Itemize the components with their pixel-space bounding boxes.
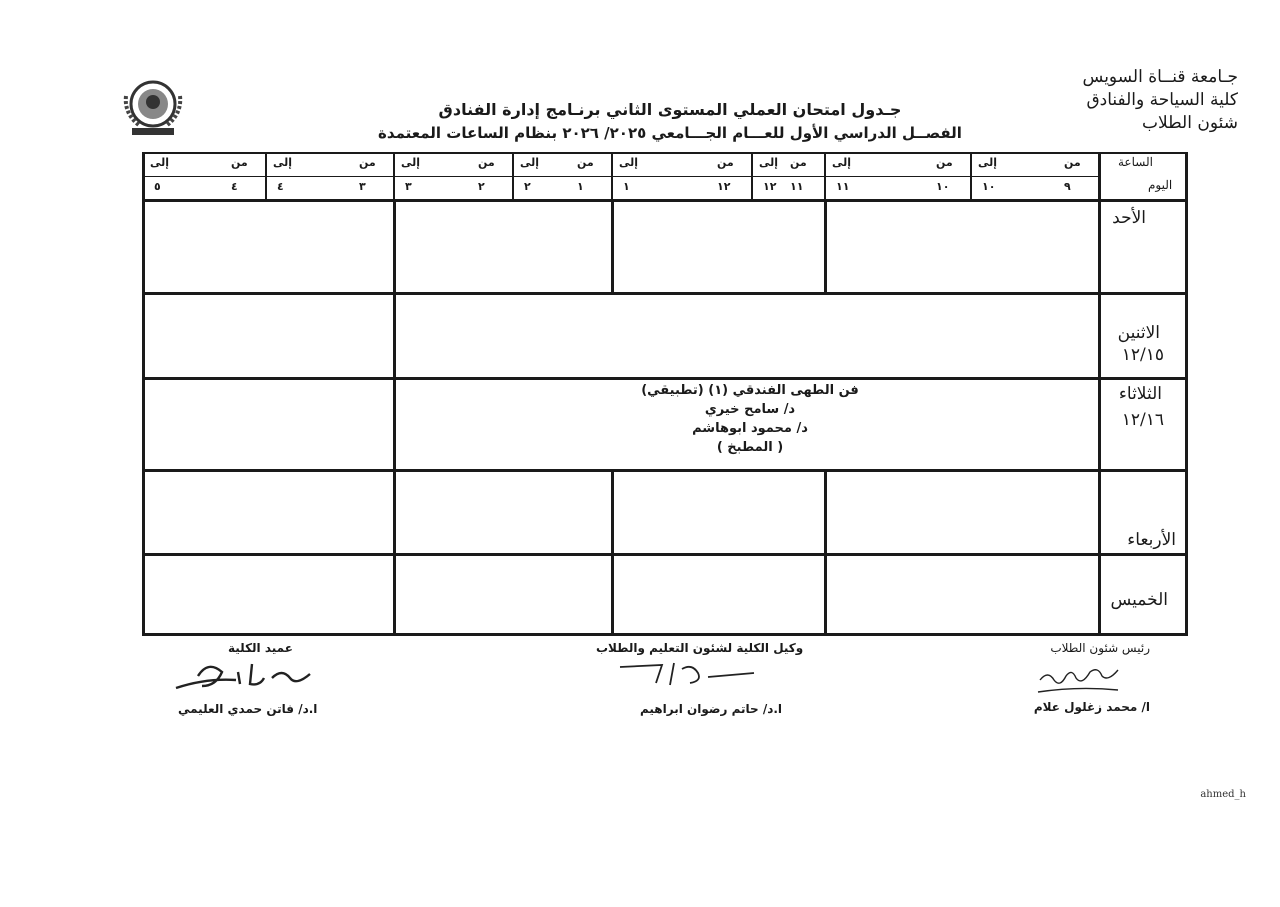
- slot-to-label: إلى: [759, 156, 779, 169]
- slot-from-label: من: [231, 156, 248, 169]
- slot-to-label: إلى: [619, 156, 639, 169]
- day-wednesday: الأربعاء: [1127, 530, 1176, 550]
- exam-instructor-2: د/ محمود ابوهاشم: [692, 421, 808, 436]
- day-tuesday: الثلاثاء: [1118, 384, 1162, 404]
- slot-from-label: من: [717, 156, 734, 169]
- vice-dean-title: وكيل الكلية لشئون التعليم والطلاب: [596, 641, 804, 655]
- page-title: جـدول امتحان العملي المستوى الثاني برنـامج إدارة الفنادق: [438, 100, 902, 119]
- slot-to-label: إلى: [520, 156, 540, 169]
- slot-from-label: من: [359, 156, 376, 169]
- slot-to-label: إلى: [832, 156, 852, 169]
- slot-to-value: ١: [623, 180, 630, 193]
- exam-course: فن الطهى الفندقي (١) (تطبيقي): [641, 383, 859, 398]
- day-sunday: الأحد: [1112, 208, 1146, 228]
- day-monday-date: ١٢/١٥: [1121, 345, 1164, 365]
- affairs-title: رئيس شئون الطلاب: [1050, 641, 1150, 655]
- dean-name: ا.د/ فاتن حمدي العليمي: [178, 702, 318, 716]
- vice-dean-name: ا.د/ حاتم رضوان ابراهيم: [640, 702, 783, 716]
- slot-to-label: إلى: [150, 156, 170, 169]
- slot-from-value: ٣: [359, 180, 366, 193]
- slot-to-value: ٢: [524, 180, 531, 193]
- day-thursday: الخميس: [1110, 590, 1168, 610]
- dean-signature-icon: [168, 654, 318, 700]
- slot-to-value: ٣: [405, 180, 412, 193]
- slot-to-value: ١١: [836, 180, 850, 193]
- slot-from-label: من: [1064, 156, 1081, 169]
- slot-from-value: ١٠: [936, 180, 950, 193]
- exam-location: ( المطبخ ): [716, 440, 784, 455]
- affairs-signature-icon: [1030, 662, 1140, 696]
- vice-dean-signature-icon: [612, 655, 762, 691]
- slot-to-label: إلى: [978, 156, 998, 169]
- department-name: شئون الطلاب: [1141, 113, 1238, 133]
- slot-to-label: إلى: [401, 156, 421, 169]
- day-header: اليوم: [1148, 178, 1173, 192]
- slot-from-value: ٤: [231, 180, 238, 193]
- dean-title: عميد الكلية: [228, 641, 293, 655]
- slot-from-value: ١: [577, 180, 584, 193]
- slot-to-value: ١٢: [763, 180, 777, 193]
- slot-to-label: إلى: [273, 156, 293, 169]
- affairs-name: ا/ محمد زغلول علام: [1033, 700, 1150, 714]
- slot-from-value: ٩: [1064, 180, 1071, 193]
- day-monday: الاثنين: [1117, 323, 1160, 343]
- page-subtitle: الفصــل الدراسي الأول للعـــام الجـــامعي ٢٠٢٥/ ٢٠٢٦ بنظام الساعات المعتمدة: [378, 124, 962, 142]
- slot-to-value: ٤: [277, 180, 284, 193]
- exam-entry: [560, 381, 940, 457]
- slot-from-value: ١١: [790, 180, 804, 193]
- slot-from-value: ١٢: [717, 180, 731, 193]
- slot-to-value: ٥: [154, 180, 161, 193]
- watermark: ahmed_h: [1200, 789, 1246, 800]
- exam-instructor-1: د/ سامح خيري: [704, 402, 796, 417]
- day-tuesday-date: ١٢/١٦: [1121, 410, 1164, 430]
- slot-to-value: ١٠: [982, 180, 996, 193]
- university-name: جـامعة قنــاة السويس: [1082, 67, 1238, 87]
- slot-from-label: من: [478, 156, 495, 169]
- faculty-name: كلية السياحة والفنادق: [1086, 90, 1238, 110]
- slot-from-label: من: [936, 156, 953, 169]
- slot-from-value: ٢: [478, 180, 485, 193]
- slot-from-label: من: [790, 156, 807, 169]
- hour-header: الساعة: [1118, 155, 1153, 169]
- slot-from-label: من: [577, 156, 594, 169]
